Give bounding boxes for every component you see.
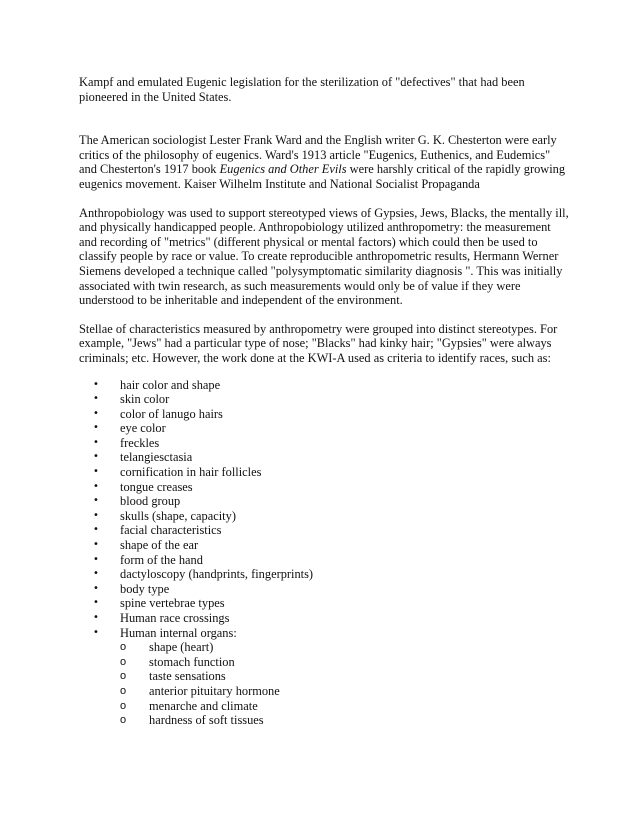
sub-list-item: o shape (heart) [120,640,571,655]
paragraph-critics [79,133,571,191]
sub-list-item: o stomach function [120,655,571,670]
list-item: • blood group [79,494,571,509]
sub-list-item: o menarche and climate [120,699,571,714]
list-item: • skulls (shape, capacity) [79,509,571,524]
list-item: • Human race crossings [79,611,571,626]
list-item: • body type [79,582,571,597]
document-page [79,75,571,728]
sub-list-item: o hardness of soft tissues [120,713,571,728]
list-item: • tongue creases [79,480,571,495]
list-item: • dactyloscopy (handprints, fingerprints) [79,567,571,582]
criteria-list [79,378,571,728]
list-item: • color of lanugo hairs [79,407,571,422]
list-item: • cornification in hair follicles [79,465,571,480]
list-item: • telangiesctasia [79,450,571,465]
critics-text-start: The American sociologist Lester Frank Ward and the English writer G. K. Chesterton were early critics of the philosophy of eugenics. Ward's 1913 article "Eugenics, Euthenics, and Eudemics" and Chesterton's 1917 book [79,133,557,177]
sub-list-item: o anterior pituitary hormone [120,684,571,699]
book-title: Eugenics and Other Evils [219,162,347,177]
list-item: • freckles [79,436,571,451]
critics-text-end: were harshly critical of the rapidly growing eugenics movement. Kaiser Wilhelm Institute and National Socialist Propaganda [79,162,566,191]
list-item: • spine vertebrae types [79,596,571,611]
paragraph-anthropobiology: Anthropobiology was used to support stereotyped views of Gypsies, Jews, Blacks, the mentally ill, and physically handicapped people. Anthropobiology utilized anthropometry: the measurement and recording of "metrics" (different physical or mental factors) which could then be used to classify people by race or value. To create reproducible anthropometric results, Hermann Werner Siemens developed a technique called "polysymptomatic similarity diagnosis ". This was initially associated with twin research, as such measurements would only be of value if they were understood to be inheritable and independent of the environment. [79,205,569,308]
list-item: • eye color [79,421,571,436]
list-item: • hair color and shape [79,378,571,393]
internal-organs-list [120,640,571,728]
paragraph-stereotypes: Stellae of characteristics measured by anthropometry were grouped into distinct stereotypes. For example, "Jews" had a particular type of nose; "Blacks" had kinky hair; "Gypsies" were always criminals; etc. However, the work done at the KWI-A used as criteria to identify races, such as: [79,321,558,365]
list-item: • shape of the ear [79,538,571,553]
list-item: • skin color [79,392,571,407]
list-item: • Human internal organs: o shape (heart) o stomach function o taste sensations o anterior pituitary hormone o menarche and climate o hardness of soft tissues [79,626,571,728]
paragraph-sterilization: Kampf and emulated Eugenic legislation for the sterilization of "defectives" that had been pioneered in the United States. [79,75,525,104]
sub-list-item: o taste sensations [120,669,571,684]
list-item: • form of the hand [79,553,571,568]
list-item: • facial characteristics [79,523,571,538]
